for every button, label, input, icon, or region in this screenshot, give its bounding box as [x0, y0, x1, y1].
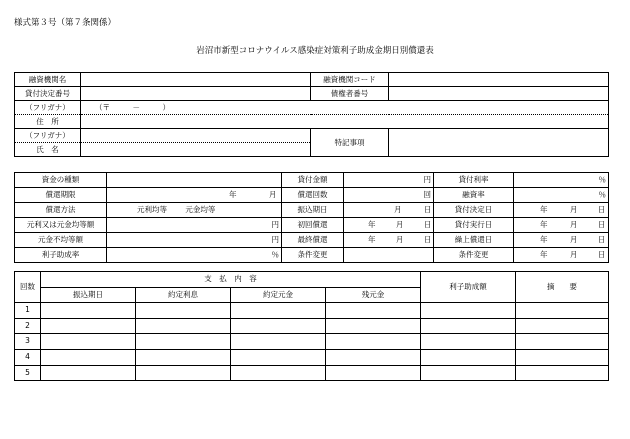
remaining-principal-header: 残元金 — [326, 287, 421, 303]
creditor-number-label: 債権者番号 — [311, 87, 389, 101]
agreed-interest-cell[interactable] — [136, 318, 231, 334]
agreed-principal-cell[interactable] — [231, 349, 326, 365]
name-furigana-label: （フリガナ） — [15, 129, 81, 143]
remarks-cell[interactable] — [516, 365, 609, 381]
row-number: 4 — [15, 349, 41, 365]
remarks-cell[interactable] — [516, 303, 609, 319]
financing-rate-unit: ％ — [514, 188, 609, 203]
uneven-amount-label: 元金不均等額 — [15, 233, 107, 248]
address-label: 住 所 — [15, 115, 81, 129]
transfer-date-cell[interactable] — [41, 334, 136, 350]
remaining-principal-cell[interactable] — [326, 349, 421, 365]
first-repayment-field[interactable] — [344, 218, 434, 233]
repayment-period-label: 償還期限 — [15, 188, 107, 203]
lender-code-label: 融資機関コード — [311, 73, 389, 87]
loan-details-table — [14, 172, 609, 263]
final-repayment-field[interactable] — [344, 233, 434, 248]
equal-principal-interest-option[interactable]: 元利均等 — [137, 205, 167, 214]
loan-decision-date-label: 貸付決定日 — [434, 203, 514, 218]
lender-name-label: 融資機関名 — [15, 73, 81, 87]
subsidy-amount-cell[interactable] — [421, 334, 516, 350]
agreed-interest-cell[interactable] — [136, 303, 231, 319]
remaining-principal-cell[interactable] — [326, 303, 421, 319]
transfer-date-label: 振込期日 — [282, 203, 344, 218]
loan-rate-unit: ％ — [514, 173, 609, 188]
transfer-date-field[interactable] — [344, 203, 434, 218]
month-unit: 月 — [569, 250, 578, 259]
address-furigana-label: （フリガナ） — [15, 101, 81, 115]
loan-amount-label: 貸付金額 — [282, 173, 344, 188]
condition-change-label: 条件変更 — [282, 248, 344, 263]
equal-amount-unit: 円 — [107, 218, 282, 233]
agreed-principal-cell[interactable] — [231, 318, 326, 334]
repayment-count-unit: 回 — [344, 188, 434, 203]
equal-amount-label: 元利又は元金均等額 — [15, 218, 107, 233]
remarks-cell[interactable] — [516, 334, 609, 350]
agreed-interest-cell[interactable] — [136, 334, 231, 350]
first-repayment-label: 初回償還 — [282, 218, 344, 233]
year-unit: 年 — [368, 235, 376, 244]
agreed-principal-cell[interactable] — [231, 334, 326, 350]
interest-subsidy-rate-label: 利子助成率 — [15, 248, 107, 263]
name-label: 氏 名 — [15, 143, 81, 157]
lender-name-field[interactable] — [81, 73, 311, 87]
form-number: 様式第３号（第７条関係） — [14, 18, 117, 28]
transfer-date-cell[interactable] — [41, 318, 136, 334]
loan-amount-unit: 円 — [344, 173, 434, 188]
year-unit: 年 — [540, 235, 548, 244]
creditor-number-field[interactable] — [389, 87, 609, 101]
loan-rate-label: 貸付利率 — [434, 173, 514, 188]
equal-principal-option[interactable]: 元金均等 — [185, 205, 216, 214]
table-row — [15, 303, 609, 319]
row-number: 3 — [15, 334, 41, 350]
financing-rate-label: 融資率 — [434, 188, 514, 203]
day-unit: 日 — [423, 235, 432, 244]
agreed-principal-header: 約定元金 — [231, 287, 326, 303]
address-field[interactable] — [81, 115, 609, 129]
month-unit: 月 — [569, 205, 578, 214]
count-header: 回数 — [15, 272, 41, 303]
year-unit: 年 — [540, 250, 548, 259]
year-unit: 年 — [368, 220, 376, 229]
day-unit: 日 — [423, 205, 432, 214]
special-notes-field[interactable] — [389, 129, 609, 157]
month-unit: 月 — [268, 190, 277, 199]
year-unit: 年 — [540, 205, 548, 214]
remaining-principal-cell[interactable] — [326, 365, 421, 381]
uneven-amount-unit: 円 — [107, 233, 282, 248]
row-number: 1 — [15, 303, 41, 319]
day-unit: 日 — [597, 250, 606, 259]
condition-change-field[interactable] — [344, 248, 434, 263]
month-unit: 月 — [394, 205, 402, 214]
fund-type-label: 資金の種類 — [15, 173, 107, 188]
early-repayment-date-label: 繰上償還日 — [434, 233, 514, 248]
year-unit: 年 — [229, 190, 237, 199]
subsidy-amount-cell[interactable] — [421, 365, 516, 381]
fund-type-field[interactable] — [107, 173, 282, 188]
agreed-interest-cell[interactable] — [136, 349, 231, 365]
row-number: 2 — [15, 318, 41, 334]
remarks-cell[interactable] — [516, 349, 609, 365]
applicant-info-table — [14, 72, 609, 157]
interest-subsidy-rate-unit: ％ — [107, 248, 282, 263]
condition-change-date-label: 条件変更 — [434, 248, 514, 263]
postal-code-field[interactable]: （〒 － ） — [81, 101, 609, 115]
repayment-method-field[interactable] — [107, 203, 282, 218]
page-title: 岩沼市新型コロナウイルス感染症対策利子助成金期日別償還表 — [196, 46, 434, 56]
remarks-header: 摘 要 — [516, 272, 609, 303]
remaining-principal-cell[interactable] — [326, 318, 421, 334]
transfer-date-cell[interactable] — [41, 349, 136, 365]
early-repayment-date-field[interactable] — [514, 233, 609, 248]
name-furigana-field[interactable] — [81, 129, 311, 143]
row-number: 5 — [15, 365, 41, 381]
repayment-method-label: 償還方法 — [15, 203, 107, 218]
agreed-principal-cell[interactable] — [231, 365, 326, 381]
loan-decision-date-field[interactable] — [514, 203, 609, 218]
loan-execution-date-label: 貸付実行日 — [434, 218, 514, 233]
table-row — [15, 334, 609, 350]
subsidy-amount-cell[interactable] — [421, 349, 516, 365]
year-unit: 年 — [540, 220, 548, 229]
month-unit: 月 — [569, 235, 578, 244]
special-notes-label: 特記事項 — [311, 129, 389, 157]
agreed-interest-cell[interactable] — [136, 365, 231, 381]
subsidy-amount-cell[interactable] — [421, 318, 516, 334]
day-unit: 日 — [597, 205, 606, 214]
payment-details-header: 支 払 内 容 — [41, 272, 421, 288]
table-row — [15, 318, 609, 334]
month-unit: 月 — [569, 220, 578, 229]
month-unit: 月 — [395, 220, 404, 229]
subsidy-amount-cell[interactable] — [421, 303, 516, 319]
repayment-count-label: 償還回数 — [282, 188, 344, 203]
repayment-schedule-table — [14, 271, 609, 381]
subsidy-amount-header: 利子助成額 — [421, 272, 516, 303]
month-unit: 月 — [395, 235, 404, 244]
table-row — [15, 349, 609, 365]
day-unit: 日 — [423, 220, 432, 229]
loan-execution-date-field[interactable] — [514, 218, 609, 233]
loan-decision-number-field[interactable] — [81, 87, 311, 101]
agreed-interest-header: 約定利息 — [136, 287, 231, 303]
remaining-principal-cell[interactable] — [326, 334, 421, 350]
agreed-principal-cell[interactable] — [231, 303, 326, 319]
transfer-date-cell[interactable] — [41, 303, 136, 319]
day-unit: 日 — [597, 220, 606, 229]
final-repayment-label: 最終償還 — [282, 233, 344, 248]
remarks-cell[interactable] — [516, 318, 609, 334]
repayment-period-field[interactable] — [107, 188, 282, 203]
day-unit: 日 — [597, 235, 606, 244]
loan-decision-number-label: 貸付決定番号 — [15, 87, 81, 101]
condition-change-date-field[interactable] — [514, 248, 609, 263]
transfer-date-header: 振込期日 — [41, 287, 136, 303]
lender-code-field[interactable] — [389, 73, 609, 87]
table-row — [15, 365, 609, 381]
name-field[interactable] — [81, 143, 311, 157]
transfer-date-cell[interactable] — [41, 365, 136, 381]
